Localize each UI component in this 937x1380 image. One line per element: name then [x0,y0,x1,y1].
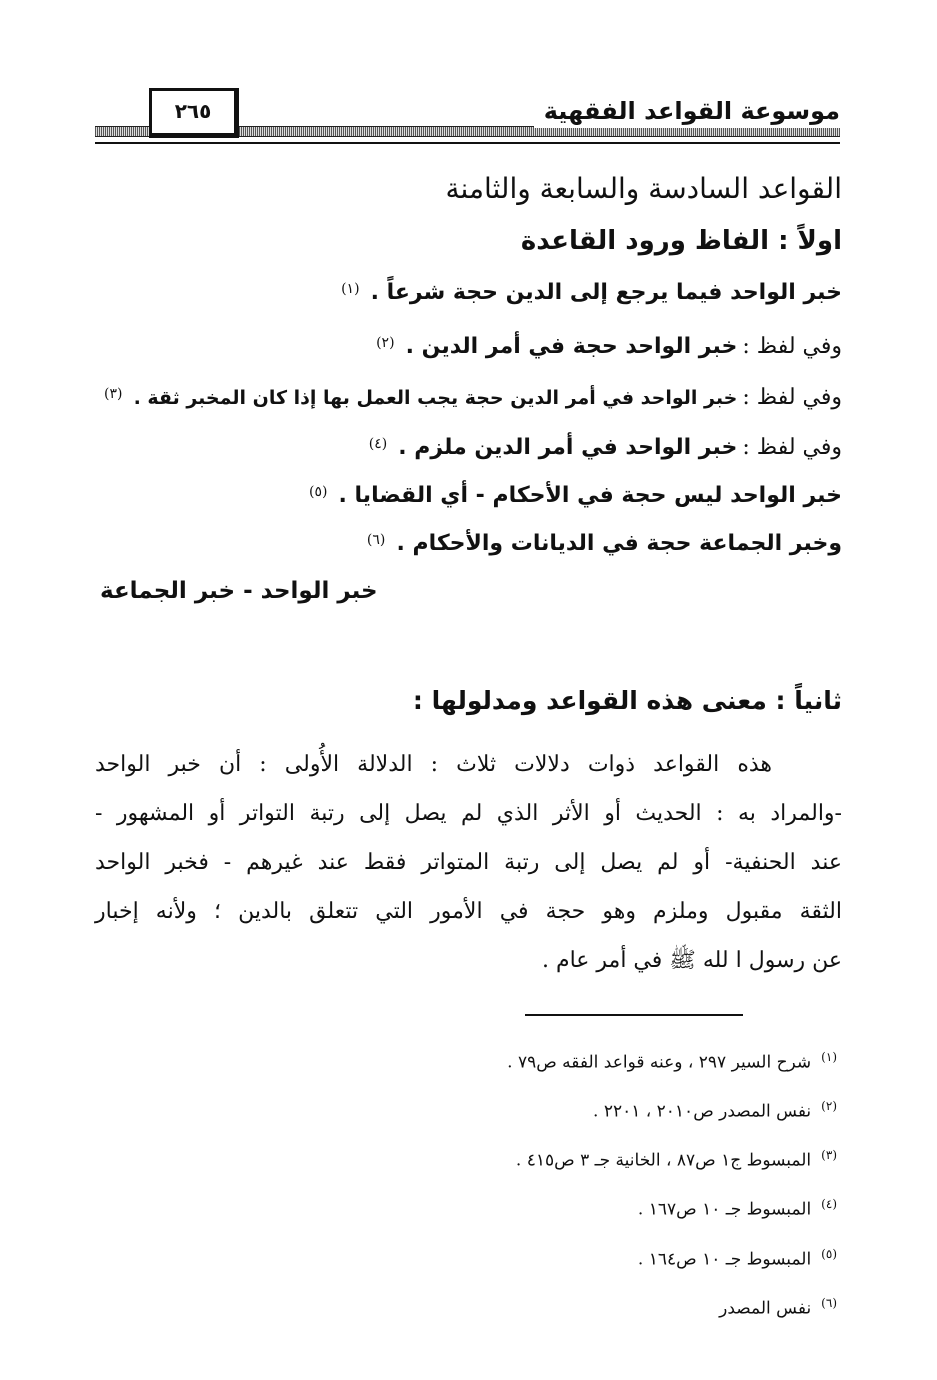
footnote-separator [525,1014,743,1016]
footnote-number: (٣) [821,1148,837,1163]
rule-text: وخبر الجماعة حجة في الديانات والأحكام . [396,531,842,556]
footnote-text: شرح السير ٢٩٧ ، وعنه قواعد الفقه ص٧٩ . [507,1052,812,1073]
rule-line [341,280,842,305]
rule-line [309,483,842,508]
paragraph-line: عند الحنفية- أو لم يصل إلى رتبة المتواتر فقط عند غيرهم - فخبر الواحد [95,850,842,875]
header-rule [95,142,840,144]
rule-line [104,385,842,410]
part2-heading: ثانياً : معنى هذه القواعد ومدلولها : [412,686,842,715]
footnote-item [337,1036,837,1085]
footnote-ref: (٥) [308,483,328,500]
footnote-ref: (٤) [368,435,388,452]
rule-text: خبر الواحد في أمر الدين حجة يجب العمل بها إذا كان المخبر ثقة . [133,387,738,409]
paragraph-line: عن رسول ا لله ﷺ في أمر عام . [541,948,842,973]
footnote-ref: (١) [341,280,360,297]
paragraph-line: -والمراد به : الحديث أو الأثر الذي لم يصل إلى رتبة التواتر أو المشهور - [95,801,842,826]
footnote-item [337,1134,837,1183]
footnote-text: نفس المصدر [719,1298,812,1319]
book-title: موسوعة القواعد الفقهية [534,94,840,128]
footnote-text: المبسوط جـ ١٠ ص١٦٤ . [637,1249,812,1270]
footnote-ref: (٦) [366,531,386,548]
rule-line [369,435,842,460]
footnote-item [337,1183,837,1232]
footnote-number: (٦) [821,1295,837,1310]
footnote-item [337,1085,837,1134]
footnote-item [337,1233,837,1282]
footnote-number: (٤) [821,1197,837,1212]
footnote-ref: (٣) [104,385,123,402]
rule-text: خبر الواحد في أمر الدين ملزم . [398,435,738,460]
rule-line [367,531,842,556]
rule-prefix: وفي لفظ : [742,334,842,359]
body-paragraph [95,740,842,985]
part1-heading: اولاً : الفاظ ورود القاعدة [520,226,842,256]
footnote-number: (٥) [821,1246,837,1261]
footnote-text: المبسوط ج١ ص٨٧ ، الخانية جـ ٣ ص٤١٥ . [515,1150,812,1171]
footnote-item [337,1282,837,1331]
paragraph-line: هذه القواعد ذوات دلالات ثلاث : الدلالة الأُولى : أن خبر الواحد [95,752,772,777]
footnote-text: نفس المصدر ص٢٠١٠ ، ٢٢٠١ . [593,1101,812,1122]
rule-text: خبر الواحد فيما يرجع إلى الدين حجة شرعاً . [370,280,842,305]
rule-prefix: وفي لفظ : [742,435,842,460]
rule-line [376,334,842,359]
rule-text: خبر الواحد ليس حجة في الأحكام - أي القضايا . [338,483,842,508]
section-title: القواعد السادسة والسابعة والثامنة [445,172,842,205]
footnote-number: (١) [821,1050,837,1064]
page-number: ٢٦٥ [149,88,239,138]
footnote-number: (٢) [821,1099,837,1114]
footnote-text: المبسوط جـ ١٠ ص١٦٧ . [637,1200,812,1221]
rule-prefix: وفي لفظ : [742,385,842,410]
footnote-ref: (٢) [376,334,395,351]
rule-text: خبر الواحد حجة في أمر الدين . [405,334,738,359]
footnotes [337,1036,837,1331]
paragraph-line: الثقة مقبول وملزم وهو حجة في الأمور التي تتعلق بالدين ؛ ولأنه إخبار [95,899,842,924]
keywords-line: خبر الواحد - خبر الجماعة [100,578,378,604]
page-header [95,88,840,150]
